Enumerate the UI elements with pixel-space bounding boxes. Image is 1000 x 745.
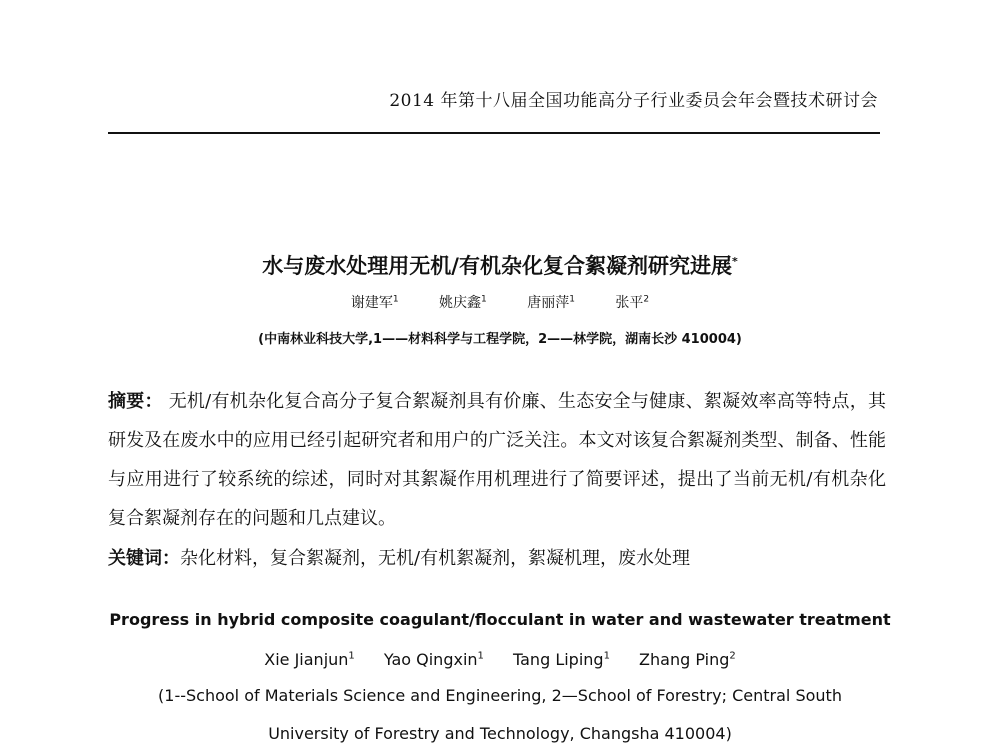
author-name: 唐丽萍 bbox=[527, 295, 570, 311]
english-author-name: Yao Qingxin bbox=[383, 650, 478, 669]
english-author-name: Xie Jianjun bbox=[264, 650, 349, 669]
keywords bbox=[108, 544, 886, 570]
english-author-name: Tang Liping bbox=[513, 650, 604, 669]
english-author bbox=[513, 650, 610, 669]
author bbox=[351, 295, 399, 311]
author bbox=[615, 295, 649, 311]
abstract-text: 无机/有机杂化复合高分子复合絮凝剂具有价廉、生态安全与健康、絮凝效率高等特点，其研发及在废水中的应用已经引起研究者和用户的广泛关注。本文对该复合絮凝剂类型、制备、性能与应用进行了较系统的综述，同时对其絮凝作用机理进行了简要评述，提出了当前无机/有机杂化复合絮凝剂存在的问题和几点建议。 bbox=[108, 391, 887, 529]
english-author-affiliation-mark: 2 bbox=[729, 650, 736, 662]
paper-title-text: 水与废水处理用无机/有机杂化复合絮凝剂研究进展 bbox=[262, 254, 732, 278]
author-name: 张平 bbox=[615, 295, 644, 311]
keywords-text: 杂化材料，复合絮凝剂，无机/有机絮凝剂，絮凝机理，废水处理 bbox=[180, 548, 691, 569]
english-author-name: Zhang Ping bbox=[639, 650, 730, 669]
english-title: Progress in hybrid composite coagulant/flocculant in water and wastewater treatment bbox=[109, 610, 891, 629]
english-author-affiliation-mark: 1 bbox=[477, 650, 484, 662]
affiliation: (中南林业科技大学,1——材料科学与工程学院，2——林学院，湖南长沙 410004) bbox=[258, 332, 742, 347]
author bbox=[527, 295, 575, 311]
english-author-list bbox=[0, 650, 1000, 669]
english-author bbox=[639, 650, 736, 669]
running-header: 2014 年第十八届全国功能高分子行业委员会年会暨技术研讨会 bbox=[389, 91, 878, 111]
author-affiliation-mark: 1 bbox=[392, 294, 399, 305]
author-affiliation-mark: 2 bbox=[643, 294, 650, 305]
author-affiliation-mark: 1 bbox=[569, 294, 575, 305]
abstract bbox=[108, 382, 886, 538]
english-author-affiliation-mark: 1 bbox=[603, 650, 610, 662]
abstract-label: 摘要： bbox=[108, 391, 163, 412]
english-author-affiliation-mark: 1 bbox=[348, 650, 355, 662]
header-rule bbox=[108, 132, 880, 134]
english-affiliation-line-1: (1--School of Materials Science and Engineering, 2—School of Forestry; Central South bbox=[158, 686, 842, 705]
title-footnote-mark: * bbox=[731, 255, 738, 268]
english-author bbox=[264, 650, 355, 669]
keywords-label: 关键词： bbox=[108, 548, 180, 569]
english-affiliation-line-2: University of Forestry and Technology, Changsha 410004) bbox=[268, 724, 732, 743]
english-author bbox=[384, 650, 484, 669]
paper-title bbox=[0, 250, 1000, 280]
author-affiliation-mark: 1 bbox=[481, 294, 487, 305]
author-name: 谢建军 bbox=[350, 295, 393, 311]
author-list bbox=[0, 292, 1000, 312]
author-name: 姚庆鑫 bbox=[439, 295, 482, 311]
author bbox=[439, 295, 487, 311]
